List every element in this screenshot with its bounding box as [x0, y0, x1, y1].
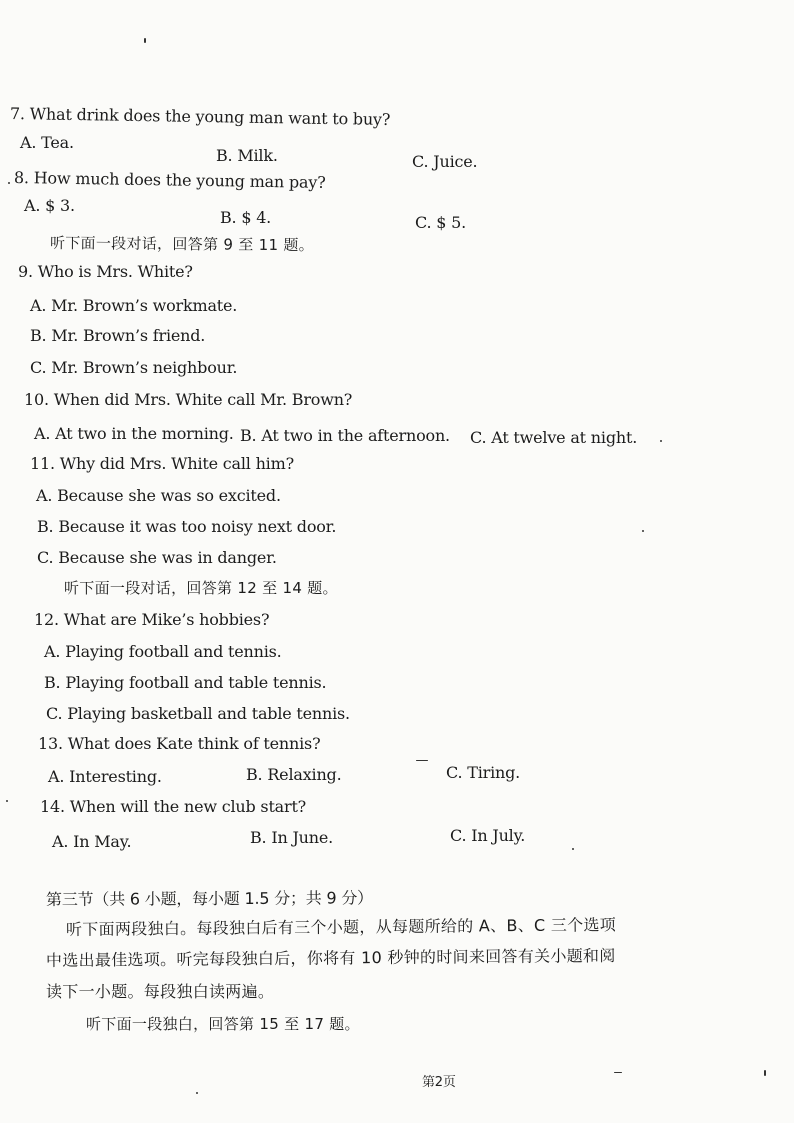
q14-stem: 14. When will the new club start?: [40, 797, 307, 816]
q9-option-b: B. Mr. Brown’s friend.: [30, 326, 206, 345]
scan-speck: [660, 440, 662, 442]
instruction-9-11: 听下面一段对话，回答第 9 至 11 题。: [49, 234, 315, 255]
q12-stem: 12. What are Mike’s hobbies?: [34, 610, 270, 629]
scan-speck: [614, 1072, 622, 1073]
q11-option-c: C. Because she was in danger.: [37, 548, 277, 567]
q12-option-a: A. Playing football and tennis.: [44, 642, 282, 661]
q13-stem: 13. What does Kate think of tennis?: [38, 734, 321, 753]
q9-stem: 9. Who is Mrs. White?: [18, 262, 193, 281]
section3-para-line3: 读下一小题。每段独白读两遍。: [46, 982, 275, 1001]
q11-option-b: B. Because it was too noisy next door.: [37, 517, 337, 536]
q10-option-b: B. At two in the afternoon.: [240, 426, 450, 445]
q10-option-c: C. At twelve at night.: [470, 428, 638, 447]
q12-option-c: C. Playing basketball and table tennis.: [46, 704, 350, 723]
q8-option-b: B. $ 4.: [220, 208, 272, 227]
q14-option-b: B. In June.: [250, 828, 334, 847]
instruction-15-17: 听下面一段独白，回答第 15 至 17 题。: [86, 1015, 360, 1033]
page-number: 第2页: [422, 1075, 456, 1090]
scan-speck: [6, 800, 8, 802]
scan-speck: [416, 760, 428, 761]
q7-option-b: B. Milk.: [216, 146, 278, 165]
scan-speck: [196, 1092, 198, 1094]
q10-stem: 10. When did Mrs. White call Mr. Brown?: [24, 390, 353, 409]
q8-option-a: A. $ 3.: [24, 196, 75, 215]
q9-option-c: C. Mr. Brown’s neighbour.: [30, 358, 238, 377]
q13-option-c: C. Tiring.: [446, 763, 521, 782]
q7-option-a: A. Tea.: [20, 133, 74, 152]
q7-option-c: C. Juice.: [412, 152, 478, 171]
q7-stem: 7. What drink does the young man want to buy?: [9, 104, 391, 129]
q10-option-a: A. At two in the morning.: [34, 424, 234, 443]
q11-stem: 11. Why did Mrs. White call him?: [30, 454, 294, 473]
scan-speck: [572, 848, 574, 850]
scan-speck: [8, 182, 10, 184]
section3-para-line1: 听下面两段独白。每段独白后有三个小题，从每题所给的 A、B、C 三个选项: [65, 915, 617, 939]
q12-option-b: B. Playing football and table tennis.: [44, 673, 327, 692]
section3-heading: 第三节（共 6 小题，每小题 1.5 分；共 9 分）: [45, 888, 373, 909]
q13-option-b: B. Relaxing.: [246, 765, 342, 784]
q13-option-a: A. Interesting.: [48, 767, 162, 786]
q14-option-c: C. In July.: [450, 826, 526, 845]
instruction-12-14: 听下面一段对话，回答第 12 至 14 题。: [64, 579, 338, 597]
q8-stem: 8. How much does the young man pay?: [13, 168, 326, 192]
scan-speck: [764, 1070, 766, 1076]
section3-para-line2: 中选出最佳选项。听完每段独白后，你将有 10 秒钟的时间来回答有关小题和阅: [45, 946, 616, 970]
scan-speck: [144, 38, 146, 43]
q8-option-c: C. $ 5.: [415, 213, 466, 232]
q9-option-a: A. Mr. Brown’s workmate.: [30, 296, 238, 315]
q14-option-a: A. In May.: [52, 832, 132, 851]
scan-speck: [642, 530, 644, 532]
q11-option-a: A. Because she was so excited.: [36, 486, 281, 505]
